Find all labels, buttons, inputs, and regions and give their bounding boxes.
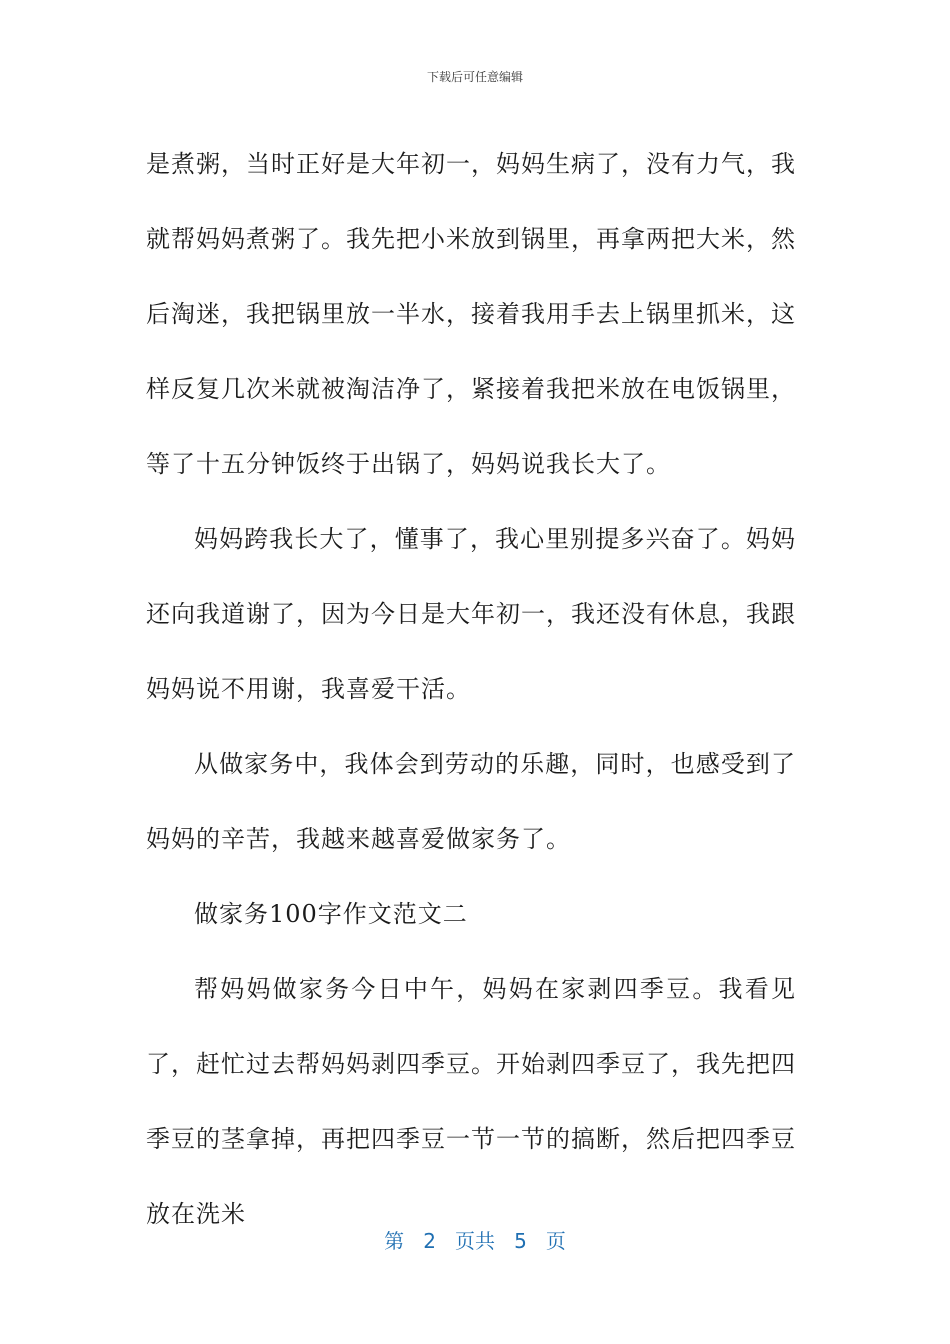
paragraph-3: 从做家务中，我体会到劳动的乐趣，同时，也感受到了妈妈的辛苦，我越来越喜爱做家务了。: [146, 750, 796, 853]
paragraph-2: 妈妈跨我长大了，懂事了，我心里别提多兴奋了。妈妈还向我道谢了，因为今日是大年初一，我还没有休息，我跟妈妈说不用谢，我喜爱干活。: [146, 525, 796, 703]
page-header-note: 下载后可任意编辑: [426, 70, 523, 84]
paragraph-1: 是煮粥，当时正好是大年初一，妈妈生病了，没有力气，我就帮妈妈煮粥了。我先把小米放到锅里，再拿两把大米，然后淘迷，我把锅里放一半水，接着我用手去上锅里抓米，这样反复几次米就被淘洁净了，紧接着我把米放在电饭锅里，等了十五分钟饭终于出锅了，妈妈说我长大了。: [146, 150, 796, 478]
current-page-number: 2: [423, 1229, 436, 1253]
section-heading: 做家务100字作文范文二: [194, 900, 468, 928]
document-body: [146, 127, 796, 1252]
footer-middle: 页共: [455, 1229, 495, 1253]
footer-prefix: 第: [384, 1229, 405, 1253]
total-pages-number: 5: [514, 1229, 527, 1253]
page-footer: [0, 1225, 950, 1254]
paragraph-4: 帮妈妈做家务今日中午，妈妈在家剥四季豆。我看见了，赶忙过去帮妈妈剥四季豆。开始剥四季豆了，我先把四季豆的茎拿掉，再把四季豆一节一节的搞断，然后把四季豆放在洗米: [146, 975, 796, 1228]
footer-suffix: 页: [545, 1229, 566, 1253]
